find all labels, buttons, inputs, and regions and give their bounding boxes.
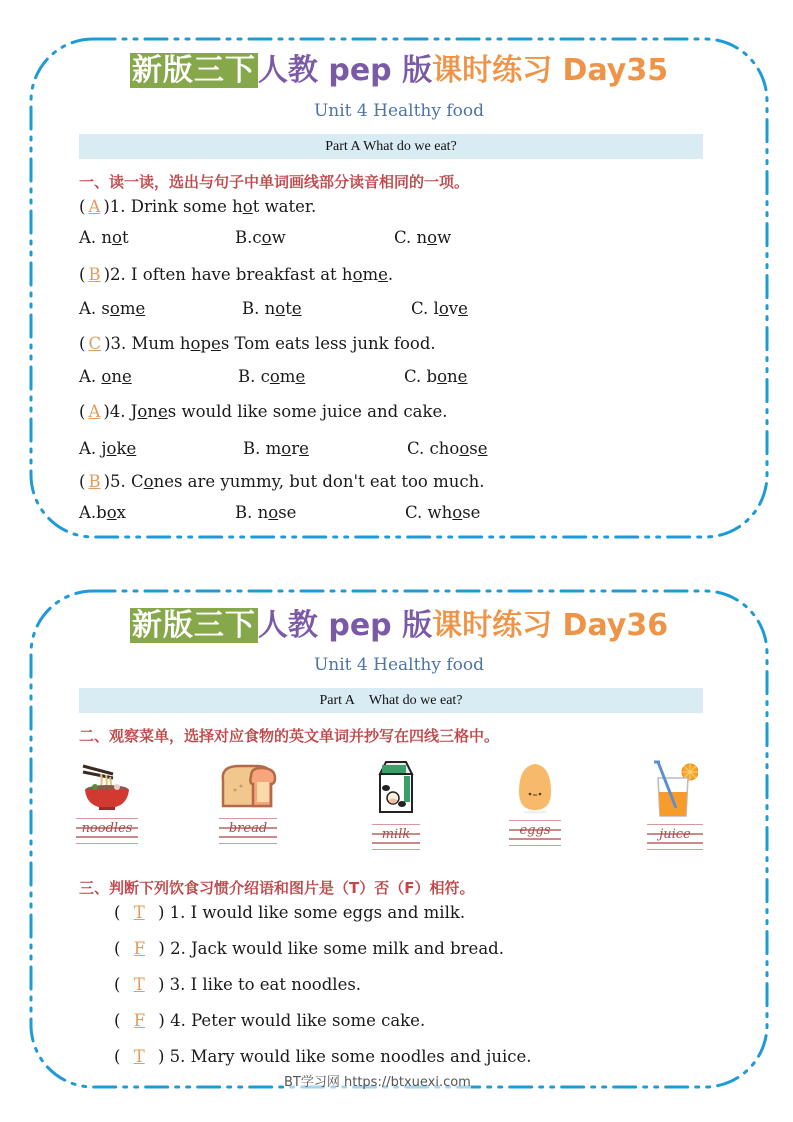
tf-answer-blank[interactable]: F bbox=[133, 1011, 146, 1030]
title-day: 课时练习 Day35 bbox=[432, 53, 669, 88]
question-3: ( C )3. Mum hopes Tom eats less junk food. bbox=[79, 334, 436, 353]
copied-word: eggs bbox=[519, 823, 551, 838]
copied-word: milk bbox=[381, 827, 411, 842]
egg-icon bbox=[515, 760, 555, 814]
question-4: ( A )4. Jones would like some juice and cake. bbox=[79, 402, 448, 421]
option-c[interactable]: C. choose bbox=[407, 439, 488, 458]
statement-1: ( T ) 1. I would like some eggs and milk. bbox=[114, 903, 466, 922]
option-b[interactable]: B. more bbox=[243, 439, 309, 458]
title-edition: 人教 pep 版 bbox=[257, 53, 433, 88]
option-a[interactable]: A. joke bbox=[79, 439, 137, 458]
option-b[interactable]: B. note bbox=[242, 299, 302, 318]
noodles-bowl-icon bbox=[79, 760, 135, 812]
option-b[interactable]: B. nose bbox=[235, 503, 297, 522]
statement-4: ( F ) 4. Peter would like some cake. bbox=[114, 1011, 426, 1030]
statement-2: ( F ) 2. Jack would like some milk and bread. bbox=[114, 939, 504, 958]
statement-3: ( T ) 3. I like to eat noodles. bbox=[114, 975, 362, 994]
question-2: ( B )2. I often have breakfast at home. bbox=[79, 265, 394, 284]
option-b[interactable]: B. come bbox=[238, 367, 306, 386]
food-milk bbox=[363, 760, 429, 850]
food-eggs bbox=[502, 760, 568, 846]
question-1: ( A )1. Drink some hot water. bbox=[79, 197, 317, 216]
four-line-grid bbox=[647, 824, 703, 850]
four-line-grid bbox=[372, 824, 420, 850]
unit-subtitle: Unit 4 Healthy food bbox=[313, 101, 485, 121]
part-bar bbox=[79, 134, 703, 159]
option-c[interactable]: C. now bbox=[394, 228, 452, 247]
answer-blank[interactable]: B bbox=[88, 265, 101, 284]
answer-blank[interactable]: B bbox=[88, 472, 101, 491]
title-day: 课时练习 Day36 bbox=[432, 608, 669, 643]
option-a[interactable]: A. one bbox=[79, 367, 132, 386]
answer-blank[interactable]: A bbox=[88, 402, 101, 421]
part-label: Part A What do we eat? bbox=[325, 139, 457, 154]
statement-5: ( T ) 5. Mary would like some noodles and juice. bbox=[114, 1047, 532, 1066]
answer-blank[interactable]: C bbox=[88, 334, 102, 353]
question-5: ( B )5. Cones are yummy, but don't eat too much. bbox=[79, 472, 485, 491]
option-c[interactable]: C. bone bbox=[404, 367, 468, 386]
section-heading-3: 三、判断下列饮食习惯介绍语和图片是（T）否（F）相符。 bbox=[79, 879, 475, 897]
four-line-grid bbox=[219, 818, 277, 844]
worksheet-title bbox=[28, 606, 770, 646]
worksheet-card-day36 bbox=[28, 588, 770, 1090]
unit-subtitle: Unit 4 Healthy food bbox=[313, 655, 485, 675]
copied-word: noodles bbox=[81, 821, 133, 836]
section-heading-2: 二、观察菜单，选择对应食物的英文单词并抄写在四线三格中。 bbox=[79, 727, 500, 745]
tf-answer-blank[interactable]: T bbox=[133, 975, 145, 994]
tf-answer-blank[interactable]: T bbox=[133, 1047, 145, 1066]
title-grade: 新版三下 bbox=[131, 608, 256, 643]
copied-word: bread bbox=[228, 821, 268, 836]
section-heading-1: 一、读一读，选出与句子中单词画线部分读音相同的一项。 bbox=[79, 173, 470, 191]
answer-blank[interactable]: A bbox=[88, 197, 101, 216]
food-juice bbox=[640, 760, 710, 850]
four-line-grid bbox=[76, 818, 138, 844]
option-a[interactable]: A.box bbox=[79, 503, 126, 522]
title-edition: 人教 pep 版 bbox=[257, 608, 433, 643]
option-c[interactable]: C. love bbox=[411, 299, 468, 318]
option-b[interactable]: B.cow bbox=[235, 228, 286, 247]
worksheet-card-day35 bbox=[28, 36, 770, 540]
food-noodles bbox=[72, 760, 142, 844]
option-a[interactable]: A. not bbox=[79, 228, 129, 247]
juice-glass-icon bbox=[652, 760, 698, 818]
milk-carton-icon bbox=[374, 760, 418, 814]
part-label: Part A bbox=[319, 693, 355, 708]
four-line-grid bbox=[509, 820, 561, 846]
copied-word: juice bbox=[659, 827, 691, 842]
option-c[interactable]: C. whose bbox=[405, 503, 481, 522]
food-bread bbox=[212, 760, 284, 844]
title-grade: 新版三下 bbox=[131, 53, 256, 88]
option-a[interactable]: A. some bbox=[79, 299, 146, 318]
tf-answer-blank[interactable]: T bbox=[133, 903, 145, 922]
part-bar bbox=[79, 688, 703, 713]
site-watermark: BT学习网 https://btxuexi.com bbox=[284, 1071, 471, 1090]
bread-icon bbox=[217, 760, 279, 812]
part-topic: What do we eat? bbox=[368, 693, 463, 708]
worksheet-title bbox=[28, 51, 770, 91]
tf-answer-blank[interactable]: F bbox=[133, 939, 146, 958]
